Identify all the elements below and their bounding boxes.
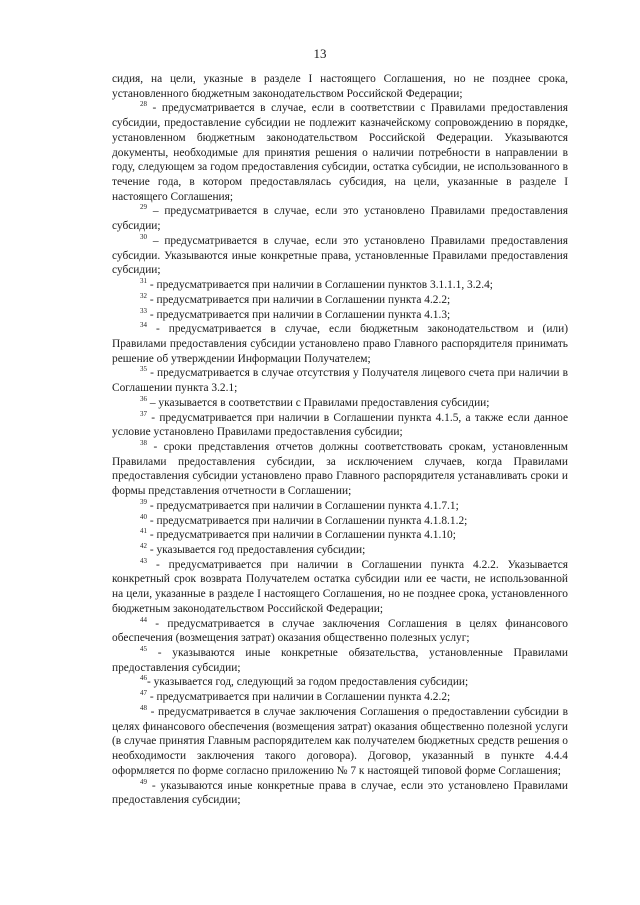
- footnote-30: [112, 234, 568, 278]
- footnote-number: 40: [140, 512, 147, 521]
- footnote-text: - предусматривается при наличии в Соглашении пункта 4.1.7.1;: [147, 499, 459, 512]
- footnote-text: – предусматривается в случае, если это установлено Правилами предоставления субсидии. Указываются иные конкретные права, установленные Правилами предоставления субсидии;: [112, 234, 568, 277]
- footnote-42: [112, 543, 568, 558]
- footnote-41: [112, 528, 568, 543]
- footnote-text: - предусматривается при наличии в Соглашении пункта 4.2.2;: [147, 293, 451, 306]
- footnote-text: - предусматривается в случае отсутствия у Получателя лицевого счета при наличии в Соглашении пункта 3.2.1;: [112, 367, 568, 395]
- footnote-number: 31: [140, 277, 147, 286]
- footnote-text: - указывается год предоставления субсидии;: [147, 544, 366, 556]
- footnote-number: 44: [140, 615, 147, 624]
- footnote-29: [112, 204, 568, 233]
- footnote-number: 45: [140, 645, 147, 654]
- paragraph-text: сидия, на цели, указные в разделе I настоящего Соглашения, но не позднее срока, установленного бюджетным законодательством Российской Федерации;: [112, 73, 568, 100]
- footnote-44: [112, 617, 568, 646]
- footnote-45: [112, 646, 568, 675]
- footnote-number: 49: [140, 777, 147, 786]
- footnote-35: [112, 366, 568, 395]
- footnote-43: [112, 558, 568, 617]
- page-number: 13: [313, 46, 327, 61]
- footnote-text: - предусматривается при наличии в Соглашении пункта 4.2.2;: [147, 691, 451, 704]
- footnote-text: - предусматривается при наличии в Соглашении пункта 4.1.3;: [147, 308, 451, 321]
- footnote-number: 39: [140, 497, 147, 506]
- footnote-48: [112, 705, 568, 779]
- footnote-number: 36: [140, 394, 147, 403]
- footnote-text: - предусматривается в случае, если в соответствии с Правилами предоставления субсидии, предоставление субсидии не подлежит казначейскому сопровождению в порядке, установленном бюджетным законодательством Российской Федерации. Указываются документы, необходимые для принятия решения о наличии потребности в направлении в году, следующем за годом предоставления субсидии, остатка субсидии, не использованного в течение года, в котором предоставлялась субсидия, на цели, указанные в разделе I настоящего Соглашения;: [112, 102, 568, 203]
- footnote-text: - указываются иные конкретные обязательства, установленные Правилами предоставления субсидии;: [112, 647, 568, 674]
- footnote-number: 43: [140, 556, 147, 565]
- footnote-text: - предусматривается при наличии в Соглашении пункта 4.2.2. Указывается конкретный срок возврата Получателем остатка субсидии или ее части, не использованной на цели, указанные в разделе I настоящего Соглашения, но не позднее срока, установленного бюджетным законодательством Российской Федерации;: [112, 558, 568, 615]
- footnote-38: [112, 440, 568, 499]
- footnote-number: 35: [140, 365, 147, 374]
- footnote-text: - предусматривается в случае заключения Соглашения в целях финансового обеспечения (возмещения затрат) оказания общественно полезных услуг;: [112, 617, 568, 645]
- footnote-text: - предусматривается при наличии в Соглашении пункта 4.1.5, а также если данное условие установлено Правилами предоставления субсидии;: [112, 411, 568, 439]
- footnote-number: 30: [140, 232, 147, 241]
- footnote-39: [112, 499, 568, 514]
- footnote-number: 28: [140, 100, 147, 109]
- footnote-text: - указывается год, следующий за годом предоставления субсидии;: [147, 676, 469, 689]
- footnote-number: 33: [140, 306, 147, 315]
- footnote-47: [112, 690, 568, 705]
- footnote-number: 41: [140, 527, 147, 536]
- footnote-text: – указывается в соответствии с Правилами предоставления субсидии;: [147, 396, 490, 409]
- footnote-text: - предусматривается при наличии в Соглашении пункта 4.1.10;: [147, 529, 456, 542]
- footnote-number: 48: [140, 703, 147, 712]
- footnote-number: 34: [140, 321, 147, 330]
- footnotes-text: [112, 72, 568, 808]
- footnote-28: [112, 101, 568, 204]
- footnote-number: 32: [140, 291, 147, 300]
- footnote-text: – предусматривается в случае, если это установлено Правилами предоставления субсидии;: [112, 205, 568, 233]
- footnote-text: - сроки представления отчетов должны соответствовать срокам, установленным Правилами предоставления субсидии, за исключением случаев, когда Правилами предоставления субсидии установлено право Главного распорядителя устанавливать сроки и формы представления отчетности в Соглашении;: [112, 440, 568, 498]
- footnote-31: [112, 278, 568, 293]
- footnote-number: 38: [140, 438, 147, 447]
- footnote-text: - предусматривается при наличии в Соглашении пунктов 3.1.1.1, 3.2.4;: [147, 279, 493, 292]
- footnote-34: [112, 322, 568, 366]
- footnote-number: 37: [140, 409, 147, 418]
- footnote-46: [112, 675, 568, 690]
- footnote-text: - предусматривается в случае заключения Соглашения о предоставлении субсидии в целях финансового обеспечения (возмещения затрат) оказания общественно полезной услуги (в случае принятия Главным распорядителем как получателем бюджетных средств решения о необходимости заключения такого договора). Договор, указанный в пункте 4.4.4 оформляется по форме согласно приложению № 7 к настоящей типовой форме Соглашения;: [112, 705, 568, 777]
- footnote-32: [112, 293, 568, 308]
- paragraph-continuation: [112, 72, 568, 101]
- footnote-number: 47: [140, 689, 147, 698]
- footnote-text: - указываются иные конкретные права в случае, если это установлено Правилами предоставления субсидии;: [112, 779, 568, 807]
- footnote-37: [112, 411, 568, 440]
- footnote-36: [112, 396, 568, 411]
- footnote-number: 29: [140, 203, 147, 212]
- footnote-number: 42: [140, 542, 147, 550]
- footnote-40: [112, 514, 568, 529]
- footnote-number: 46: [140, 674, 147, 683]
- footnote-text: - предусматривается при наличии в Соглашении пункта 4.1.8.1.2;: [147, 514, 468, 527]
- footnote-text: - предусматривается в случае, если бюджетным законодательством и (или) Правилами предоставления субсидии установлено право Главного распорядителя принимать решение об утверждении Информации Получателем;: [112, 323, 568, 365]
- footnote-49: [112, 779, 568, 808]
- footnote-33: [112, 308, 568, 323]
